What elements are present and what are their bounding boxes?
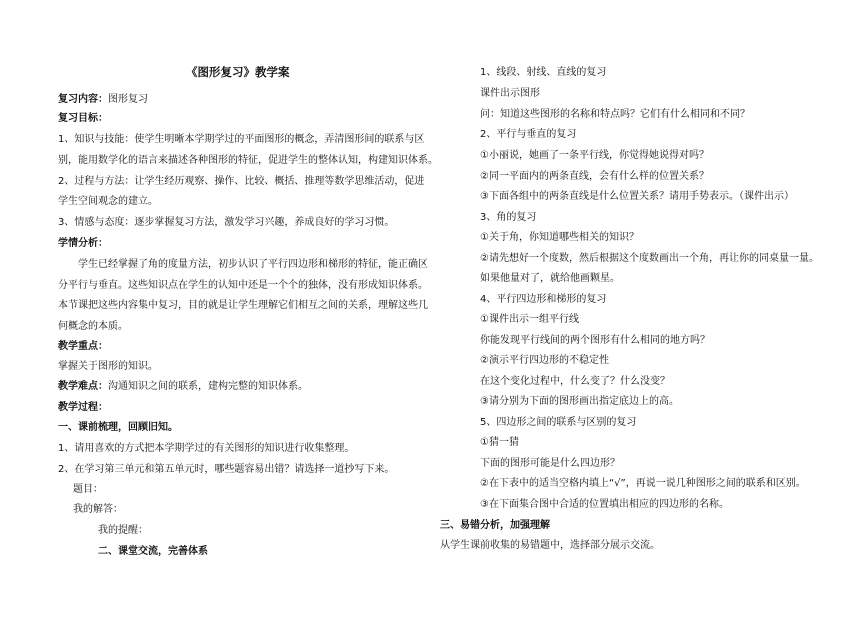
goal-2-line-1: 2、过程与方法：让学生经历观察、操作、比较、概括、推理等数学思维活动，促进 — [58, 176, 425, 187]
right-line-18: 5、四边形之间的联系与区别的复习 — [480, 417, 637, 428]
right-line-23: 从学生课前收集的易错题中，选择部分展示交流。 — [440, 540, 660, 551]
right-line-1: 1、线段、射线、直线的复习 — [480, 67, 607, 78]
goal-2-line-2: 学生空间观念的建立。 — [58, 196, 158, 207]
section-1-heading: 一、课前梳理，回顾旧知。 — [58, 422, 178, 433]
right-line-19: ①猜一猜 — [480, 437, 519, 448]
difficulty-row — [58, 380, 308, 394]
analysis-line-2: 分平行与垂直。这些知识点在学生的认知中还是一个个的独体，没有形成知识体系。 — [58, 280, 428, 291]
my-answer-label: 我的解答： — [73, 504, 123, 515]
right-line-7: ③下面各组中的两条直线是什么位置关系？请用手势表示。（课件出示） — [480, 191, 794, 202]
right-line-17: ③请分别为下面的图形画出指定底边上的高。 — [480, 396, 679, 407]
question-label: 题目： — [73, 484, 103, 495]
goal-1-line-2: 别，能用数学化的语言来描述各种图形的特征，促进学生的整体认知，构建知识体系。 — [58, 155, 438, 166]
key-point-value: 掌握关于图形的知识。 — [58, 361, 158, 372]
review-content-row — [58, 93, 148, 107]
right-line-12: 4、平行四边形和梯形的复习 — [480, 294, 607, 305]
analysis-line-4: 何概念的本质。 — [58, 321, 128, 332]
right-line-20: 下面的图形可能是什么四边形？ — [480, 458, 620, 469]
section-3-heading: 三、易错分析，加强理解 — [440, 520, 550, 531]
step-2: 2、在学习第三单元和第五单元时，哪些题容易出错？请选择一道抄写下来。 — [58, 464, 395, 475]
review-goals-label: 复习目标： — [58, 113, 108, 124]
review-content-value: 图形复习 — [108, 94, 148, 105]
goal-1-line-1: 1、知识与技能：使学生明晰本学期学过的平面图形的概念，弄清图形间的联系与区 — [58, 134, 425, 145]
right-line-21: ②在下表中的适当空格内填上“√”，再说一说几种图形之间的联系和区别。 — [480, 478, 806, 489]
analysis-line-1: 学生已经掌握了角的度量方法，初步认识了平行四边形和梯形的特征，能正确区 — [78, 259, 428, 270]
goal-3: 3、情感与态度：逐步掌握复习方法，激发学习兴趣，养成良好的学习习惯。 — [58, 217, 395, 228]
step-1: 1、请用喜欢的方式把本学期学过的有关图形的知识进行收集整理。 — [58, 443, 355, 454]
right-line-13: ①课件出示一组平行线 — [480, 314, 579, 325]
review-content-label: 复习内容： — [58, 94, 108, 105]
my-reminder-label: 我的提醒： — [98, 525, 148, 536]
right-line-9: ①关于角，你知道哪些相关的知识？ — [480, 232, 639, 243]
right-line-5: ①小丽说，她画了一条平行线，你觉得她说得对吗？ — [480, 150, 709, 161]
right-line-8: 3、角的复习 — [480, 212, 537, 223]
right-line-15: ②演示平行四边形的不稳定性 — [480, 355, 609, 366]
right-line-3: 问：知道这些图形的名称和特点吗？它们有什么相同和不同？ — [480, 109, 750, 120]
right-line-14: 你能发现平行线间的两个图形有什么相同的地方吗？ — [480, 335, 710, 346]
right-line-10: ②请先想好一个度数，然后根据这个度数画出一个角，再让你的同桌量一量。 — [480, 253, 819, 264]
analysis-label: 学情分析： — [58, 238, 108, 249]
difficulty-label: 教学难点： — [58, 381, 108, 392]
document-title: 《图形复习》教学案 — [186, 65, 290, 79]
section-2-heading: 二、课堂交流，完善体系 — [98, 546, 208, 557]
right-line-2: 课件出示图形 — [480, 88, 540, 99]
process-label: 教学过程： — [58, 402, 108, 413]
analysis-line-3: 本节课把这些内容集中复习，目的就是让学生理解它们相互之间的关系，理解这些几 — [58, 300, 428, 311]
difficulty-value: 沟通知识之间的联系，建构完整的知识体系。 — [108, 381, 308, 392]
right-line-4: 2、平行与垂直的复习 — [480, 129, 577, 140]
right-line-16: 在这个变化过程中，什么变了？什么没变？ — [480, 376, 670, 387]
right-line-6: ②同一平面内的两条直线，会有什么样的位置关系？ — [480, 171, 709, 182]
right-line-22: ③在下面集合图中合适的位置填出相应的四边形的名称。 — [480, 499, 729, 510]
key-point-label: 教学重点： — [58, 341, 108, 352]
right-line-11: 如果他量对了，就给他画颗星。 — [480, 273, 620, 284]
